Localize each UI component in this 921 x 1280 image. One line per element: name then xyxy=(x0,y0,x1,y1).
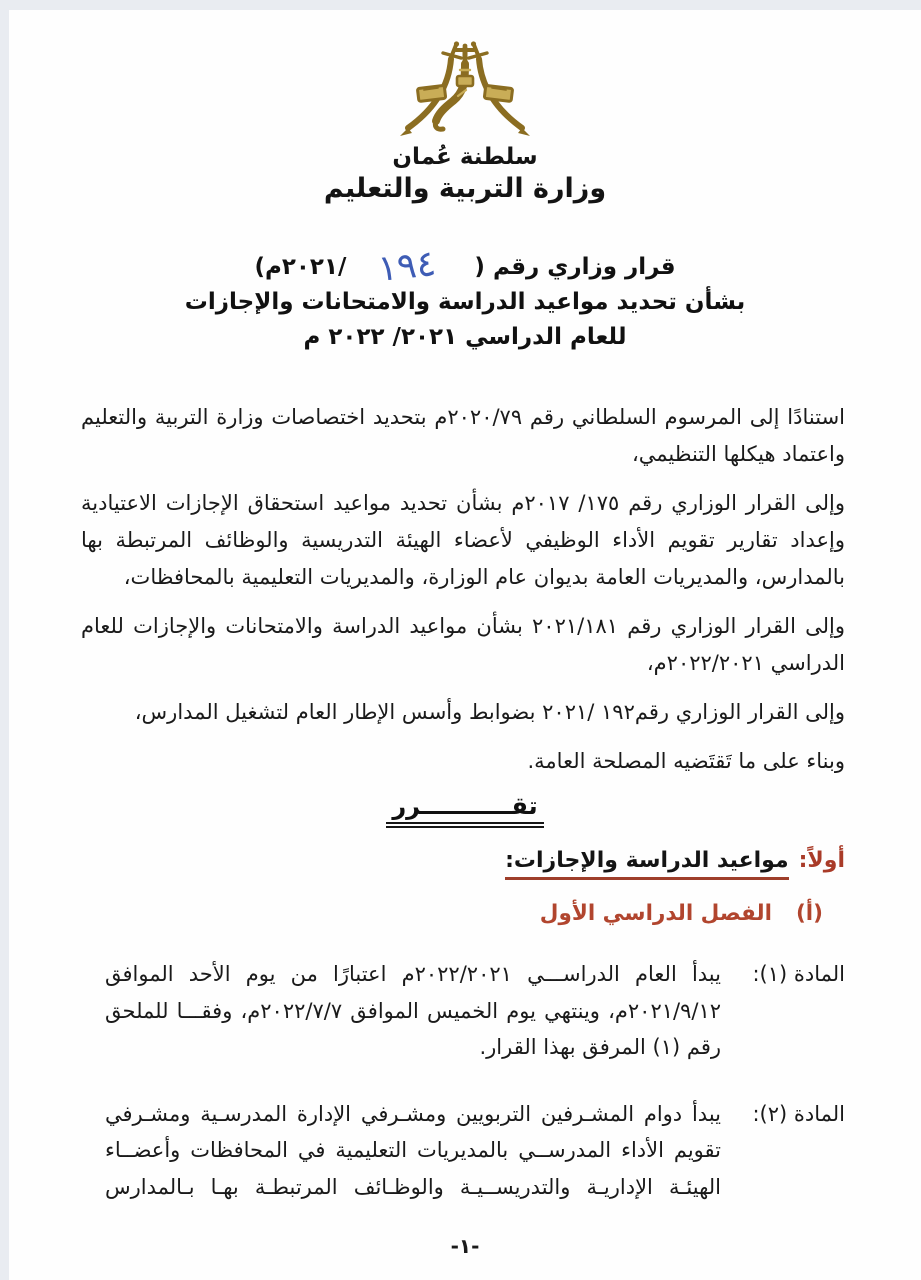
preamble-section xyxy=(81,399,845,780)
article-2-text: يبدأ دوام المشـرفين التربويين ومشـرفي الإدارة المدرسـية ومشـرفي تقويم الأداء المدرســي بالمديريات التعليمية في المحافظات وأعضــاء الهيئـة الإداريـة والتدريســيـة والوظـائف المرتبطـة بهـا بـالمدارس xyxy=(105,1101,721,1199)
section-first-label: أولاً: xyxy=(798,848,845,873)
preamble-paragraph: وبناء على ما تَقتَضيه المصلحة العامة. xyxy=(527,749,845,773)
article-1-text: يبدأ العام الدراســـي ٢٠٢٢/٢٠٢١م اعتبارًا من يوم الأحد الموافق ٢٠٢١/٩/١٢م، وينتهي يوم الخميس الموافق ٢٠٢٢/٧/٧م، وفقـــا للملحق رقم (١) المرفق بهذا القرار. xyxy=(105,962,721,1059)
article-1-label: المادة (١): xyxy=(752,962,845,986)
preamble-paragraph: وإلى القرار الوزاري رقم ١٧٥/ ٢٠١٧م بشأن تحديد مواعيد استحقاق الإجازات الاعتيادية وإعداد تقارير تقويم الأداء الوظيفي لأعضاء الهيئة التدريسية والوظائف المرتبطة بها بالمدارس، والمديريات العامة بديوان عام الوزارة، والمديريات التعليمية بالمحافظات، xyxy=(81,491,845,589)
subsection-a-title: الفصل الدراسي الأول xyxy=(539,901,772,926)
preamble-paragraph: وإلى القرار الوزاري رقم١٩٢ /٢٠٢١ بضوابط وأسس الإطار العام لتشغيل المدارس، xyxy=(134,700,845,724)
article-2-label: المادة (٢): xyxy=(752,1101,845,1126)
article-1 xyxy=(105,956,845,1066)
header-ministry-calligraphy: وزارة التربية والتعليم xyxy=(323,173,607,204)
preamble-paragraph: استنادًا إلى المرسوم السلطاني رقم ٢٠٢٠/٧٩م بتحديد اختصاصات وزارة التربية والتعليم واعتماد هيكلها التنظيمي، xyxy=(81,405,845,466)
decision-title-block xyxy=(9,243,921,355)
oman-national-emblem-icon xyxy=(390,40,540,144)
section-first-title: مواعيد الدراسة والإجازات: xyxy=(505,848,789,880)
decision-title-line1 xyxy=(9,243,921,290)
article-2 xyxy=(105,1096,845,1206)
header-sultanate-calligraphy: سلطنة عُمان xyxy=(392,144,538,170)
decision-title-line1-prefix: قرار وزاري رقم ( xyxy=(466,254,676,280)
header-emblem-area xyxy=(9,10,921,148)
subsection-a-heading xyxy=(9,901,823,926)
decision-number-handwritten: ١٩٤ xyxy=(376,243,439,290)
decision-title-line3: للعام الدراسي ٢٠٢١/ ٢٠٢٢ م xyxy=(303,324,627,350)
section-first-heading xyxy=(9,848,845,873)
decision-title-line1-suffix: /٢٠٢١م) xyxy=(254,254,355,280)
page-number: -١- xyxy=(450,1234,480,1258)
document-page xyxy=(9,10,921,1280)
decision-title-line2: بشأن تحديد مواعيد الدراسة والامتحانات والإجازات xyxy=(184,289,746,315)
decree-heading: تقـــــــــــرر xyxy=(386,792,543,828)
subsection-a-label: (أ) xyxy=(795,901,823,926)
preamble-paragraph: وإلى القرار الوزاري رقم ٢٠٢١/١٨١ بشأن مواعيد الدراسة والامتحانات والإجازات للعام الدراسي ٢٠٢٢/٢٠٢١م، xyxy=(81,614,845,675)
decree-heading-line xyxy=(9,792,921,828)
